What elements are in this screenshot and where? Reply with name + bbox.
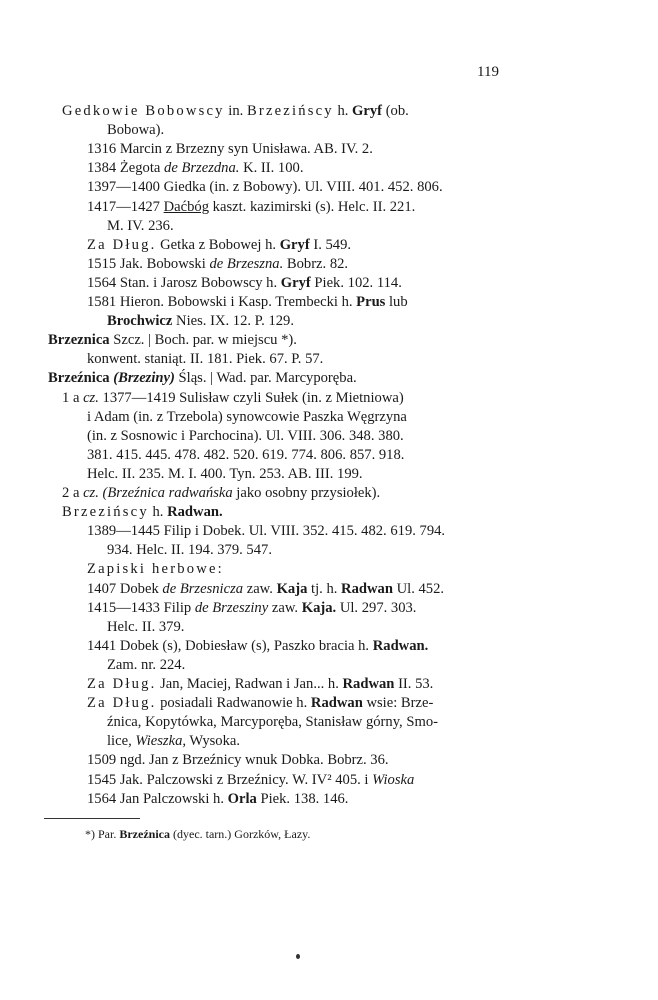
text-line xyxy=(87,790,348,808)
text-run: wsie: Brze- xyxy=(362,695,434,712)
text-line xyxy=(48,369,357,387)
text-line xyxy=(107,217,174,235)
text-run: 1441 Dobek (s), Dobiesław (s), Paszko bracia h. xyxy=(87,637,373,654)
text-line xyxy=(87,236,351,254)
text-run: in. xyxy=(224,103,247,119)
text-line xyxy=(87,427,404,445)
text-run: Wieszka, xyxy=(135,733,187,750)
text-run: Zam. nr. 224. xyxy=(107,656,186,673)
text-run: II. 53. xyxy=(394,676,434,692)
text-run: Brzeźnica xyxy=(48,370,110,387)
text-run: jako osobny przysiołek). xyxy=(232,485,381,501)
text-run: Szcz. | Boch. par. w miejscu *). xyxy=(109,332,297,349)
text-run: 1 a xyxy=(62,389,84,406)
text-line xyxy=(87,350,323,368)
text-run: Jan, Maciej, Radwan i Jan... h. xyxy=(156,676,343,692)
text-line xyxy=(87,293,408,311)
text-run: Getka z Bobowej h. xyxy=(156,236,280,253)
text-run: 934. Helc. II. 194. 379. 547. xyxy=(107,542,272,559)
footnote-name: Brzeźnica xyxy=(119,827,170,841)
text-run: 1415—1433 Filip xyxy=(87,599,195,616)
text-line xyxy=(87,274,402,292)
text-line xyxy=(107,732,240,750)
text-line xyxy=(62,102,409,120)
text-run: 381. 415. 445. 478. 482. 520. 619. 774. 806. 857. 918. xyxy=(87,446,405,463)
text-line xyxy=(87,675,433,693)
text-run: Zapiski herbowe: xyxy=(87,561,224,578)
text-line xyxy=(87,140,373,158)
text-line xyxy=(107,541,272,559)
text-line xyxy=(107,312,294,330)
text-run: Gryf xyxy=(280,274,311,291)
text-line xyxy=(87,771,414,789)
text-run: Bobrz. 82. xyxy=(283,255,349,272)
text-run: Kaja xyxy=(276,580,308,597)
text-run: 1389—1445 Filip i Dobek. Ul. VIII. 352. 415. 482. 619. 794. xyxy=(87,523,446,540)
text-run: 2 a xyxy=(62,485,84,501)
text-run: Wysoka. xyxy=(186,733,241,750)
text-run: h. xyxy=(148,504,168,521)
text-line xyxy=(107,656,185,674)
text-line xyxy=(62,389,404,407)
text-run: 1407 Dobek xyxy=(87,580,163,597)
text-line xyxy=(87,599,416,617)
text-run: Radwan. xyxy=(167,504,223,521)
text-run: (Brzeziny) xyxy=(113,370,175,387)
text-line xyxy=(87,580,444,598)
text-run: 1515 Jak. Bobowski xyxy=(87,255,210,272)
footnote-text: (dyec. tarn.) Gorzków, Łazy. xyxy=(173,827,311,841)
text-line xyxy=(107,121,164,139)
footnote-marker: *) Par. xyxy=(85,827,117,841)
text-line xyxy=(87,178,443,196)
text-run: Radwan xyxy=(342,676,395,692)
text-run: zaw. xyxy=(243,580,277,597)
text-run: lub xyxy=(385,294,408,310)
text-line xyxy=(87,159,303,177)
text-run: Gryf xyxy=(352,103,383,119)
text-line xyxy=(62,484,380,502)
text-run: konwent. staniąt. II. 181. Piek. 67. P. 57. xyxy=(87,351,324,368)
text-run: i Adam (in. z Trzebola) synowcowie Paszka Węgrzyna xyxy=(87,408,407,425)
text-run: 1384 Żegota xyxy=(87,160,165,177)
text-run: Brzezińscy xyxy=(246,103,334,119)
text-run: Za Dług. xyxy=(87,676,157,692)
ink-speck xyxy=(296,954,300,959)
text-run: de Brzeszna. xyxy=(209,255,284,272)
text-run: 1316 Marcin z Brzezny syn Unisława. AB. IV. 2. xyxy=(87,141,373,158)
text-run: Helc. II. 379. xyxy=(107,618,185,635)
text-run: Bobowa). xyxy=(107,122,165,139)
text-run: Nies. IX. 12. P. 129. xyxy=(172,313,295,330)
text-run: Wioska xyxy=(372,771,415,788)
text-line xyxy=(62,503,223,521)
text-run: de Brzesziny xyxy=(194,599,269,616)
text-run: 1377—1419 Sulisław czyli Sułek (in. z Mietniowa) xyxy=(98,389,404,406)
text-run: źnica, Kopytówka, Marcyporęba, Stanisław górny, Smo- xyxy=(107,714,438,731)
text-run: de Brzesnicza xyxy=(162,580,244,597)
text-run: Radwan xyxy=(310,695,363,712)
text-run: Brzeznica xyxy=(48,332,110,349)
text-run: Radwan. xyxy=(372,637,429,654)
text-run: Orla xyxy=(227,790,257,807)
text-run: cz. (Brzeźnica radwańska xyxy=(83,485,233,501)
text-line xyxy=(87,465,363,483)
text-run: (in. z Sosnowic i Parchocina). Ul. VIII. 306. 348. 380. xyxy=(87,427,404,444)
text-run: Daćbóg xyxy=(163,198,210,215)
text-run: (ob. xyxy=(382,103,409,119)
text-line xyxy=(48,331,297,349)
text-run: zaw. xyxy=(268,599,302,616)
text-run: Za Dług. xyxy=(87,695,157,712)
text-run: h. xyxy=(333,103,353,119)
text-run: kaszt. kazimirski (s). Helc. II. 221. xyxy=(209,198,416,215)
text-line xyxy=(107,713,438,731)
text-run: Brochwicz xyxy=(107,313,173,330)
text-run: Kaja. xyxy=(301,599,337,616)
text-run: lice, xyxy=(107,733,136,750)
text-run: cz. xyxy=(83,389,99,406)
text-line xyxy=(87,637,428,655)
text-run: Gedkowie Bobowscy xyxy=(62,103,225,119)
text-run: Ul. 452. xyxy=(392,580,445,597)
text-run: de Brzezdna. xyxy=(164,160,240,177)
text-run: Ul. 297. 303. xyxy=(336,599,417,616)
text-run: Radwan xyxy=(341,580,393,597)
text-line xyxy=(107,618,184,636)
text-run: Gryf xyxy=(279,236,310,253)
text-run: posiadali Radwanowie h. xyxy=(156,695,311,712)
text-run: K. II. 100. xyxy=(239,160,304,177)
text-run: Helc. II. 235. M. I. 400. Tyn. 253. AB. III. 199. xyxy=(87,465,363,482)
footnote xyxy=(85,827,310,842)
text-run: 1417—1427 xyxy=(87,198,164,215)
text-run: 1581 Hieron. Bobowski i Kasp. Trembecki h. xyxy=(87,294,357,310)
text-line xyxy=(87,198,415,216)
text-run: Śląs. | Wad. par. Marcyporęba. xyxy=(174,370,357,387)
text-run: Prus xyxy=(356,294,386,310)
text-run: Piek. 138. 146. xyxy=(256,790,349,807)
text-line xyxy=(87,255,348,273)
text-run: 1564 Jan Palczowski h. xyxy=(87,790,228,807)
text-run: Piek. 102. 114. xyxy=(310,274,402,291)
text-line xyxy=(87,751,389,769)
footnote-rule xyxy=(44,818,140,819)
text-run: M. IV. 236. xyxy=(107,217,174,234)
text-line xyxy=(87,446,404,464)
text-line xyxy=(87,694,433,712)
text-run: tj. h. xyxy=(307,580,342,597)
text-run: 1509 ngd. Jan z Brzeźnicy wnuk Dobka. Bobrz. 36. xyxy=(87,752,389,769)
text-run: Za Dług. xyxy=(87,236,157,253)
page-number: 119 xyxy=(477,64,499,80)
text-run: I. 549. xyxy=(309,236,352,253)
text-line xyxy=(87,522,445,540)
text-run: 1545 Jak. Palczowski z Brzeźnicy. W. IV² 405. i xyxy=(87,771,373,788)
text-line xyxy=(87,408,407,426)
text-line xyxy=(87,560,224,578)
text-run: 1564 Stan. i Jarosz Bobowscy h. xyxy=(87,274,281,291)
text-run: Brzezińscy xyxy=(62,504,149,521)
text-run: 1397—1400 Giedka (in. z Bobowy). Ul. VIII. 401. 452. 806. xyxy=(87,179,443,196)
